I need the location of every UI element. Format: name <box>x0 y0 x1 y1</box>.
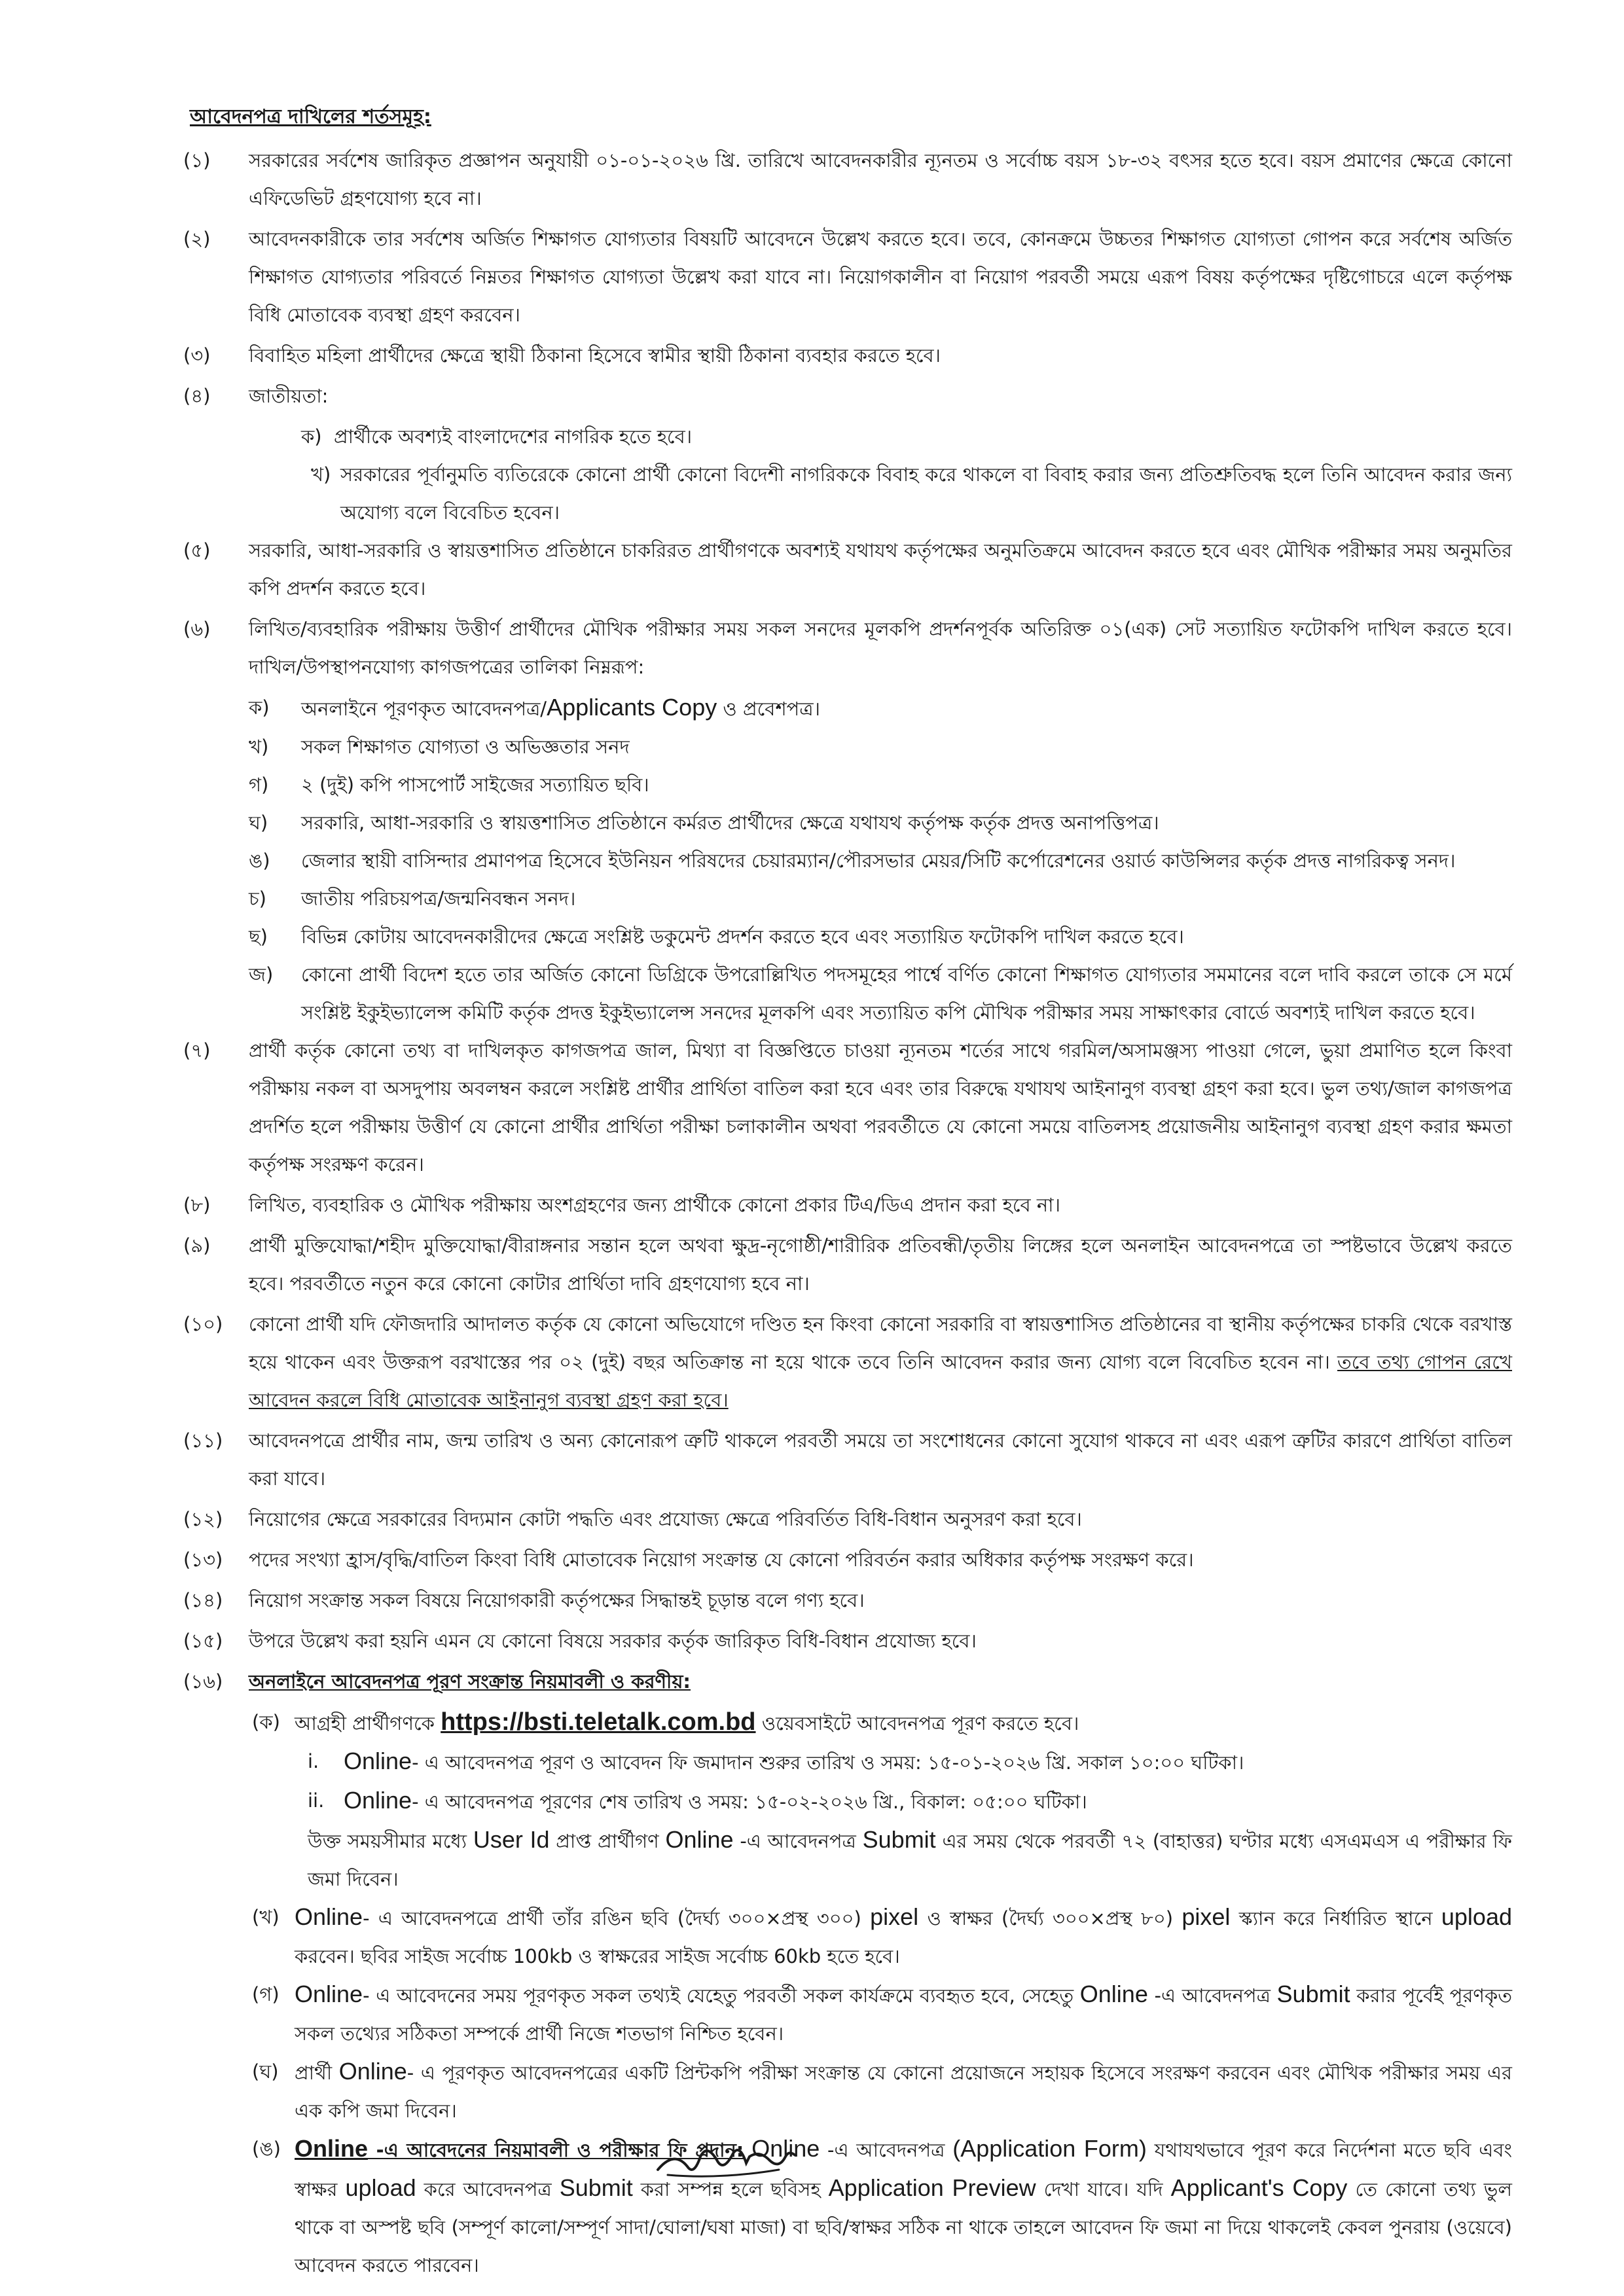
sub-text-latin: upload <box>1441 1903 1512 1930</box>
sub-text: যথাযথভাবে পূরণ করে নির্দেশনা মতে ছবি এবং স্বাক্ষর <box>295 2139 1512 2200</box>
sub-text: ও স্বাক্ষর (দৈর্ঘ্য ৩০০×প্রস্থ ৮০) <box>918 1907 1182 1929</box>
online-item-gha <box>190 2053 1512 2130</box>
item-text: কোনো প্রার্থী যদি ফৌজদারি আদালত কর্তৃক যে কোনো অভিযোগে দণ্ডিত হন কিংবা কোনো সরকারি বা স্বায়ত্তশাসিত প্রতিষ্ঠানের বা স্থানীয় কর্তৃপক্ষের চাকরি থেকে বরখাস্ত হয়ে থাকেন এবং উক্তরূপ বরখাস্তের পর ০২ (দুই) বছর অতিক্রান্ত না হয়ে থাকে তবে তিনি আবেদন করার জন্য যোগ্য বলে বিবেচিত হবেন না। <box>249 1313 1512 1373</box>
condition-item-3 <box>183 336 1512 374</box>
condition-item-8 <box>183 1186 1512 1224</box>
item-text: নিয়োগের ক্ষেত্রে সরকারের বিদ্যমান কোটা পদ্ধতি এবং প্রযোজ্য ক্ষেত্রে পরিবর্তিত বিধি-বিধান অনুসরণ করা হবে। <box>249 1508 1082 1530</box>
condition-item-6 <box>183 610 1512 686</box>
online-end-date <box>190 1782 1512 1821</box>
condition-item-15 <box>183 1622 1512 1660</box>
online-item-kha <box>190 1898 1512 1975</box>
nationality-item-kha <box>190 456 1512 531</box>
document-item-kha <box>190 728 1512 766</box>
sub-text: স্ক্যান করে নির্ধারিত স্থানে <box>1230 1907 1441 1929</box>
sub-label: খ) <box>249 736 269 758</box>
sub-label: ক) <box>249 696 270 719</box>
item-text: আবেদনকারীকে তার সর্বশেষ অর্জিত শিক্ষাগত যোগ্যতার বিষয়টি আবেদনে উল্লেখ করতে হবে। তবে, কোনক্রমে উচ্চতর শিক্ষাগত যোগ্যতা গোপন করে সর্বশেষ অর্জিত শিক্ষাগত যোগ্যতার পরিবর্তে নিম্নতর শিক্ষাগত যোগ্যতা উল্লেখ করা যাবে না। নিয়োগকালীন বা নিয়োগ পরবর্তী সময়ে এরূপ বিষয় কর্তৃপক্ষের দৃষ্টিগোচরে এলে কর্তৃপক্ষ বিধি মোতাবেক ব্যবস্থা গ্রহণ করবেন। <box>249 228 1512 326</box>
condition-item-2 <box>183 220 1512 334</box>
sub-label: (ক) <box>252 1711 280 1733</box>
sub-text: সরকারের পূর্বানুমতি ব্যতিরেকে কোনো প্রার্থী কোনো বিদেশী নাগরিককে বিবাহ করে থাকলে বা বিবাহ করার জন্য প্রতিশ্রুতিবদ্ধ হলে তিনি আবেদন করার জন্য অযোগ্য বলে বিবেচিত হবেন। <box>340 463 1512 524</box>
item-number: (৪) <box>183 385 211 407</box>
sub-text: -এ আবেদনপত্র <box>733 1830 863 1852</box>
sub-text: ওয়েবসাইটে আবেদনপত্র পূরণ করতে হবে। <box>755 1712 1079 1734</box>
sub-text-latin: Submit <box>1276 1981 1350 2007</box>
item-text: নিয়োগ সংক্রান্ত সকল বিষয়ে নিয়োগকারী কর্তৃপক্ষের সিদ্ধান্তই চূড়ান্ত বলে গণ্য হবে। <box>249 1589 865 1611</box>
sub-label: ঙ) <box>249 850 270 872</box>
document-item-chha <box>190 918 1512 956</box>
sub-text: অনলাইনে পূরণকৃত আবেদনপত্র/ <box>301 698 547 720</box>
sub-text: করবেন। ছবির সাইজ সর্বোচ্চ 100kb ও স্বাক্ষরের সাইজ সর্বোচ্চ 60kb হতে হবে। <box>295 1945 900 1967</box>
condition-item-7 <box>183 1031 1512 1183</box>
item-text: আবেদনপত্রে প্রার্থীর নাম, জন্ম তারিখ ও অন্য কোনোরূপ ত্রুটি থাকলে পরবর্তী সময়ে তা সংশোধনের কোনো সুযোগ থাকবে না এবং এরূপ ত্রুটির কারণে প্রার্থিতা বাতিল করা যাবে। <box>249 1429 1512 1490</box>
item-number: (১০) <box>183 1313 223 1335</box>
sub-label: চ) <box>249 888 266 910</box>
sub-text: প্রার্থী <box>295 2062 339 2084</box>
condition-item-12 <box>183 1500 1512 1538</box>
fee-rules-title: -এ আবেদনের নিয়মাবলী ও পরীক্ষার ফি প্রদান: <box>368 2139 744 2161</box>
item-text: বিবাহিত মহিলা প্রার্থীদের ক্ষেত্রে স্থায়ী ঠিকানা হিসেবে স্বামীর স্থায়ী ঠিকানা ব্যবহার করতে হবে। <box>249 344 941 367</box>
sub-text-latin: pixel <box>1182 1903 1231 1930</box>
fee-payment-note <box>190 1821 1512 1898</box>
item-number: (৬) <box>183 618 211 640</box>
item-number: (৯) <box>183 1234 211 1257</box>
item-text: লিখিত, ব্যবহারিক ও মৌখিক পরীক্ষায় অংশগ্রহণের জন্য প্রার্থীকে কোনো প্রকার টিএ/ডিএ প্রদান করা হবে না। <box>249 1194 1060 1216</box>
sub-text: উক্ত সময়সীমার মধ্যে <box>308 1830 473 1852</box>
teletalk-website-link[interactable]: https://bsti.teletalk.com.bd <box>441 1708 756 1736</box>
sub-label: খ) <box>311 463 331 486</box>
sub-label: (ঘ) <box>252 2060 279 2083</box>
item-text: সরকারের সর্বশেষ জারিকৃত প্রজ্ঞাপন অনুযায়ী ০১-০১-২০২৬ খ্রি. তারিখে আবেদনকারীর ন্যূনতম ও সর্বোচ্চ বয়স ১৮-৩২ বৎসর হতে হবে। বয়স প্রমাণের ক্ষেত্রে কোনো এফিডেভিট গ্রহণযোগ্য হবে না। <box>249 149 1512 209</box>
online-item-ka <box>190 1703 1512 1742</box>
sub-text: করে আবেদনপত্র <box>416 2178 560 2200</box>
sub-text-latin: upload <box>345 2174 416 2201</box>
item-text: সরকারি, আধা-সরকারি ও স্বায়ত্তশাসিত প্রতিষ্ঠানে চাকরিরত প্রার্থীগণকে অবশ্যই যথাযথ কর্তৃপক্ষের অনুমতিক্রমে আবেদন করতে হবে এবং মৌখিক পরীক্ষার সময় অনুমতির কপি প্রদর্শন করতে হবে। <box>249 539 1512 600</box>
item-number: (২) <box>183 228 211 250</box>
item-number: (১১) <box>183 1429 223 1452</box>
condition-item-10 <box>183 1305 1513 1419</box>
sub-text-latin: pixel <box>870 1903 919 1930</box>
sub-text-latin: Online <box>295 1903 363 1930</box>
sub-text-latin: Online <box>751 2135 820 2162</box>
online-start-date <box>190 1742 1512 1782</box>
sub-label: জ) <box>249 963 274 986</box>
sub-text-latin: Applicant's Copy <box>1170 2174 1348 2201</box>
sub-text-latin: Online <box>344 1748 412 1774</box>
sub-text: ও প্রবেশপত্র। <box>717 698 820 720</box>
condition-item-9 <box>183 1227 1512 1302</box>
item-number: (১৪) <box>183 1589 223 1611</box>
sub-text: জেলার স্থায়ী বাসিন্দার প্রমাণপত্র হিসেবে ইউনিয়ন পরিষদের চেয়ারম্যান/পৌরসভার মেয়র/সিটি কর্পোরেশনের ওয়ার্ড কাউন্সিলর কর্তৃক প্রদত্ত নাগরিকত্ব সনদ। <box>301 850 1456 872</box>
roman-label: ii. <box>308 1789 325 1812</box>
sub-text-latin: Submit <box>559 2174 633 2201</box>
sub-text-latin: User Id <box>473 1826 550 1853</box>
roman-label: i. <box>308 1750 319 1772</box>
sub-label: গ) <box>249 774 269 796</box>
item-number: (১) <box>183 149 211 171</box>
sub-text: - এ আবেদনের সময় পূরণকৃত সকল তথ্যই যেহেতু পরবর্তী সকল কার্যক্রমে ব্যবহৃত হবে, সেহেতু <box>363 1984 1080 2007</box>
document-item-ka <box>190 689 1512 728</box>
item-number: (৭) <box>183 1039 211 1062</box>
signature-mark <box>655 2130 799 2183</box>
sub-text: করা সম্পন্ন হলে ছবিসহ <box>632 2178 829 2200</box>
sub-text-latin: (Application Form) <box>952 2135 1147 2162</box>
sub-text: এর সময় থেকে পরবর্তী ৭২ (বাহাত্তর) ঘণ্টার মধ্যে এসএমএস এ পরীক্ষার ফি জমা দিবেন। <box>308 1830 1512 1890</box>
sub-text: -এ আবেদনপত্র <box>820 2139 953 2161</box>
item-text: প্রার্থী কর্তৃক কোনো তথ্য বা দাখিলকৃত কাগজপত্র জাল, মিথ্যা বা বিজ্ঞপ্তিতে চাওয়া ন্যূনতম শর্তের সাথে গরমিল/অসামঞ্জস্য পাওয়া গেলে, ভুয়া প্রমাণিত হলে কিংবা পরীক্ষায় নকল বা অসদুপায় অবলম্বন করলে সংশ্লিষ্ট প্রার্থীর প্রার্থিতা বাতিল করা হবে এবং তার বিরুদ্ধে যথাযথ আইনানুগ ব্যবস্থা গ্রহণ করা হবে। ভুল তথ্য/জাল কাগজপত্র প্রদর্শিত হলে পরীক্ষায় উত্তীর্ণ যে কোনো প্রার্থীর প্রার্থিতা পরীক্ষা চলাকালীন অথবা পরবর্তীতে যে কোনো সময়ে বাতিলসহ প্রয়োজনীয় আইনানুগ ব্যবস্থা গ্রহণ করার ক্ষমতা কর্তৃপক্ষ সংরক্ষণ করেন। <box>249 1039 1512 1175</box>
sub-label: ক) <box>301 425 322 448</box>
sub-text: - এ পূরণকৃত আবেদনপত্রের একটি প্রিন্টকপি পরীক্ষা সংক্রান্ত যে কোনো প্রয়োজনে সহায়ক হিসেবে সংরক্ষণ করবেন এবং মৌখিক পরীক্ষার সময় এর এক কপি জমা দিবেন। <box>295 2062 1512 2122</box>
sub-text: দেখা যাবে। যদি <box>1036 2178 1171 2200</box>
condition-item-1 <box>183 141 1512 217</box>
sub-label: (ঙ) <box>252 2138 281 2160</box>
sub-text-latin: Online <box>344 1787 412 1814</box>
sub-text-latin: Application Preview <box>828 2174 1036 2201</box>
sub-text: তে কোনো তথ্য ভুল থাকে বা অস্পষ্ট ছবি (সম্পূর্ণ কালো/সম্পূর্ণ সাদা/ঘোলা/ঘষা মাজা) বা ছবি/স্বাক্ষর সঠিক না থাকে তাহলে আবেদন ফি জমা না দিয়ে থাকলেই কেবল পুনরায় (ওয়েবে) আবেদন করতে পারবেন। <box>295 2178 1512 2276</box>
item-text-underlined: তবে তথ্য গোপন রেখে আবেদন করলে বিধি মোতাবেক আইনানুগ ব্যবস্থা গ্রহণ করা হবে। <box>249 1351 1513 1411</box>
sub-text-latin: Online <box>338 2058 407 2085</box>
document-page <box>183 98 1513 2284</box>
sub-text-latin: Online <box>1079 1981 1148 2007</box>
sub-text: - এ আবেদনপত্রে প্রার্থী তাঁর রঙিন ছবি (দৈর্ঘ্য ৩০০×প্রস্থ ৩০০) <box>363 1907 871 1929</box>
item-number: (৫) <box>183 539 211 562</box>
document-item-gha <box>190 804 1512 842</box>
sub-label: ঘ) <box>249 812 268 834</box>
sub-label: (খ) <box>252 1906 280 1928</box>
condition-item-13 <box>183 1541 1512 1579</box>
sub-text-latin: Online <box>295 2135 369 2162</box>
sub-text: বিভিন্ন কোটায় আবেদনকারীদের ক্ষেত্রে সংশ্লিষ্ট ডকুমেন্ট প্রদর্শন করতে হবে এবং সত্যায়িত ফটোকপি দাখিল করতে হবে। <box>301 925 1184 948</box>
sub-text: করার পূর্বেই পূরণকৃত সকল তথ্যের সঠিকতা সম্পর্কে প্রার্থী নিজে শতভাগ নিশ্চিত হবেন। <box>295 1984 1512 2045</box>
sub-text: কোনো প্রার্থী বিদেশ হতে তার অর্জিত কোনো ডিগ্রিকে উপরোল্লিখিত পদসমূহের পার্শ্বে বর্ণিত কোনো শিক্ষাগত যোগ্যতার সমমানের বলে দাবি করলে তাকে সে মর্মে সংশ্লিষ্ট ইকুইভ্যালেন্স কমিটি কর্তৃক প্রদত্ত ইকুইভ্যালেন্স সনদের মূলকপি এবং সত্যায়িত কপি মৌখিক পরীক্ষার সময় সাক্ষাৎকার বোর্ডে অবশ্যই দাখিল করতে হবে। <box>301 963 1512 1024</box>
sub-text-latin: Submit <box>862 1826 936 1853</box>
condition-item-4 <box>183 377 1512 415</box>
sub-text: সরকারি, আধা-সরকারি ও স্বায়ত্তশাসিত প্রতিষ্ঠানে কর্মরত প্রার্থীদের ক্ষেত্রে যথাযথ কর্তৃপক্ষ কর্তৃক প্রদত্ত অনাপত্তিপত্র। <box>301 812 1159 834</box>
sub-text-latin: Online <box>295 1981 363 2007</box>
conditions-heading: আবেদনপত্র দাখিলের শর্তসমূহ: <box>190 105 431 128</box>
item-text: প্রার্থী মুক্তিযোদ্ধা/শহীদ মুক্তিযোদ্ধা/বীরাঙ্গনার সন্তান হলে অথবা ক্ষুদ্র-নৃগোষ্ঠী/শারীরিক প্রতিবন্ধী/তৃতীয় লিঙ্গের হলে অনলাইন আবেদনপত্রে তা স্পষ্টভাবে উল্লেখ করতে হবে। পরবর্তীতে নতুন করে কোনো কোটার প্রার্থিতা দাবি গ্রহণযোগ্য হবে না। <box>249 1234 1512 1295</box>
sub-text: সকল শিক্ষাগত যোগ্যতা ও অভিজ্ঞতার সনদ <box>301 736 630 758</box>
sub-text: জাতীয় পরিচয়পত্র/জন্মনিবন্ধন সনদ। <box>301 888 576 910</box>
sub-text: আগ্রহী প্রার্থীগণকে <box>295 1712 441 1734</box>
sub-text-latin: Applicants Copy <box>547 694 717 721</box>
sub-label: ছ) <box>249 925 268 948</box>
nationality-item-ka <box>190 418 1512 456</box>
sub-text: - এ আবেদনপত্র পূরণ ও আবেদন ফি জমাদান শুরুর তারিখ ও সময়: ১৫-০১-২০২৬ খ্রি. সকাল ১০:০০ ঘটিকা। <box>412 1751 1244 1774</box>
item-text: পদের সংখ্যা হ্রাস/বৃদ্ধি/বাতিল কিংবা বিধি মোতাবেক নিয়োগ সংক্রান্ত যে কোনো পরিবর্তন করার অধিকার কর্তৃপক্ষ সংরক্ষণ করে। <box>249 1549 1194 1571</box>
sub-text: -এ আবেদনপত্র <box>1147 1984 1277 2007</box>
online-item-ga <box>190 1975 1512 2053</box>
item-text: জাতীয়তা: <box>249 385 329 407</box>
item-text: উপরে উল্লেখ করা হয়নি এমন যে কোনো বিষয়ে সরকার কর্তৃক জারিকৃত বিধি-বিধান প্রযোজ্য হবে। <box>249 1630 977 1652</box>
condition-item-11 <box>183 1422 1512 1498</box>
sub-text: ২ (দুই) কপি পাসপোর্ট সাইজের সত্যায়িত ছবি। <box>301 774 649 796</box>
item-text: লিখিত/ব্যবহারিক পরীক্ষায় উত্তীর্ণ প্রার্থীদের মৌখিক পরীক্ষার সময় সকল সনদের মূলকপি প্রদর্শনপূর্বক অতিরিক্ত ০১(এক) সেট সত্যায়িত ফটোকপি দাখিল করতে হবে। দাখিল/উপস্থাপনযোগ্য কাগজপত্রের তালিকা নিম্নরূপ: <box>249 618 1512 678</box>
item-number: (১৬) <box>183 1670 223 1693</box>
sub-text: প্রাপ্ত প্রার্থীগণ <box>549 1830 666 1852</box>
item-number: (৩) <box>183 344 211 367</box>
sub-label: (গ) <box>252 1983 280 2005</box>
online-item-uma <box>190 2130 1512 2284</box>
item-number: (১২) <box>183 1508 223 1530</box>
item-number: (১৫) <box>183 1630 223 1652</box>
sub-text: - এ আবেদনপত্র পূরণের শেষ তারিখ ও সময়: ১৫-০২-২০২৬ খ্রি., বিকাল: ০৫:০০ ঘটিকা। <box>412 1791 1087 1813</box>
item-number: (১৩) <box>183 1549 223 1571</box>
condition-item-16 <box>183 1662 1512 1700</box>
condition-item-14 <box>183 1581 1512 1619</box>
document-item-ga <box>190 766 1512 804</box>
item-number: (৮) <box>183 1194 211 1216</box>
document-item-uma <box>190 842 1512 880</box>
sub-text-latin: Online <box>665 1826 734 1853</box>
document-item-cha <box>190 880 1512 918</box>
document-item-ja <box>190 956 1512 1031</box>
online-rules-title: অনলাইনে আবেদনপত্র পূরণ সংক্রান্ত নিয়মাবলী ও করণীয়: <box>249 1670 691 1693</box>
condition-item-5 <box>183 531 1512 607</box>
sub-text: প্রার্থীকে অবশ্যই বাংলাদেশের নাগরিক হতে হবে। <box>334 425 693 448</box>
